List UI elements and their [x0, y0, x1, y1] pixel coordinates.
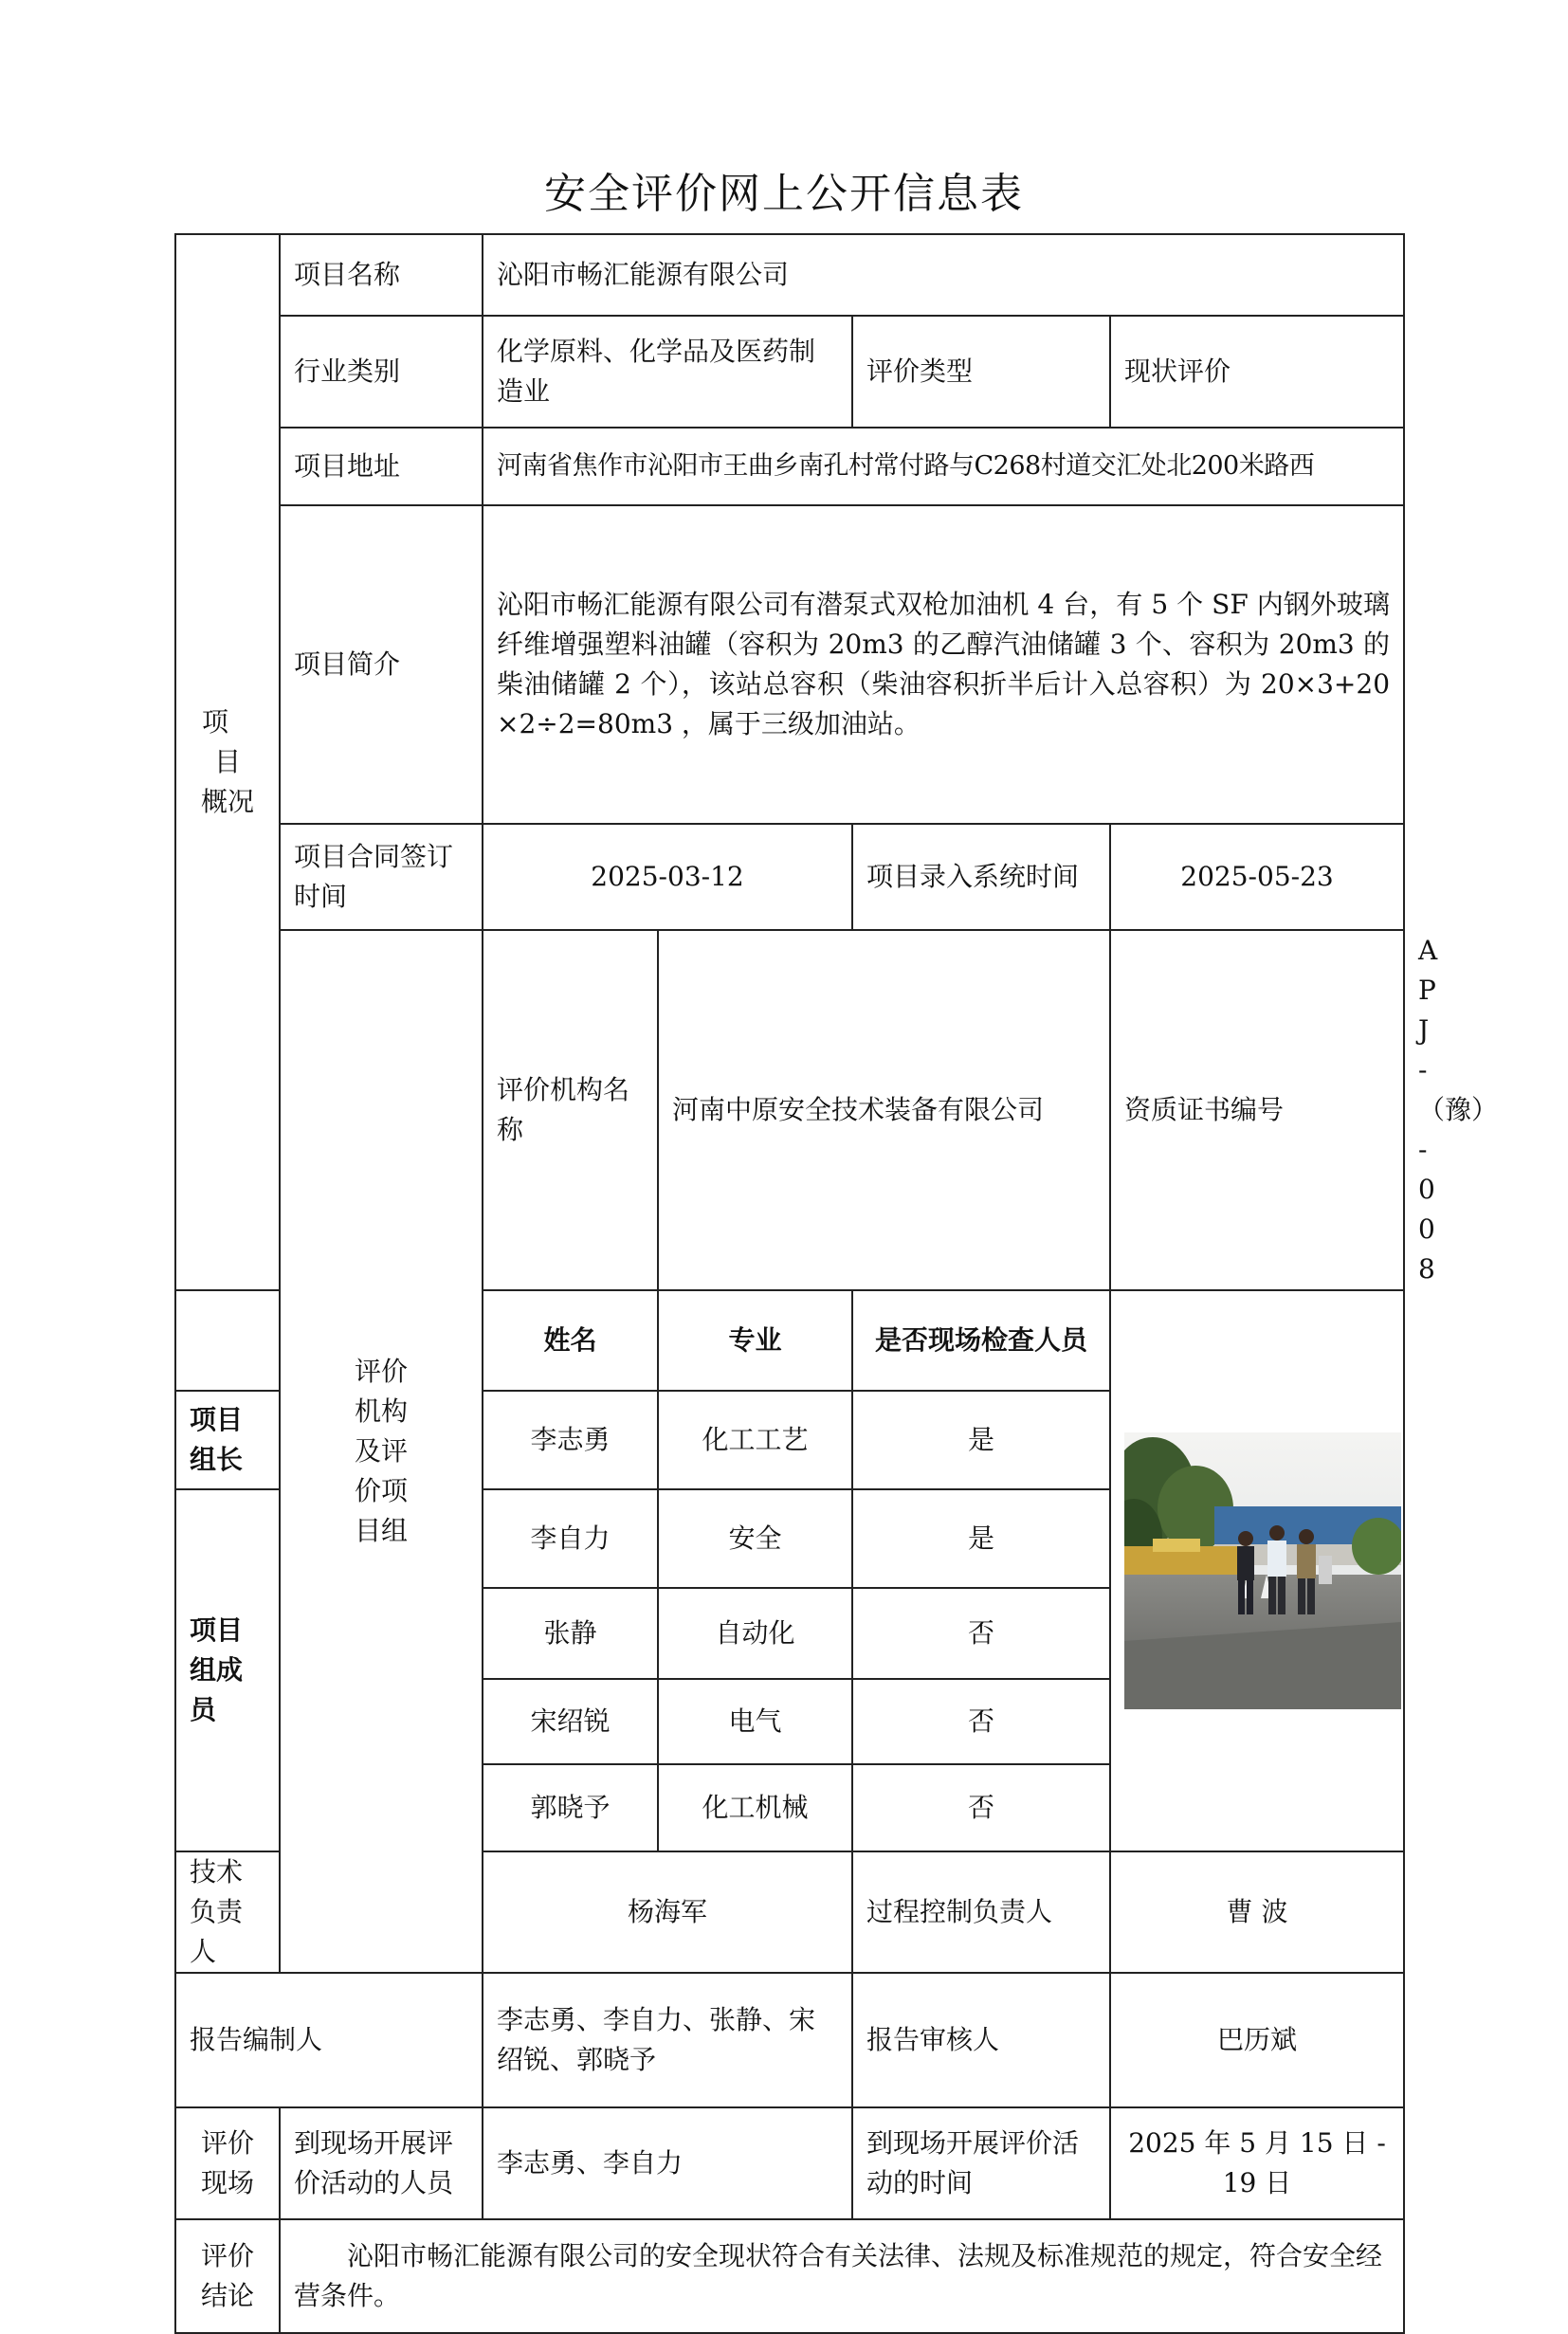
site-photo: [1124, 1432, 1401, 1709]
eval-type-label: 评价类型: [852, 316, 1110, 428]
site-photo-cell: [1110, 1290, 1404, 1851]
report-author-label: 报告编制人: [175, 1973, 483, 2107]
member-name: 李自力: [483, 1489, 658, 1588]
member-major: 安全: [658, 1489, 852, 1588]
tech-lead-value: 杨海军: [483, 1851, 852, 1973]
org-name-value: 河南中原安全技术装备有限公司: [658, 930, 1110, 1290]
brief-label: 项目简介: [280, 505, 483, 824]
col-major-header: 专业: [658, 1290, 852, 1391]
site-time-value: 2025 年 5 月 15 日 -19 日: [1110, 2107, 1404, 2219]
member-major: 电气: [658, 1679, 852, 1764]
cert-label: 资质证书编号: [1110, 930, 1404, 1290]
member-onsite: 否: [852, 1588, 1110, 1679]
report-author-value: 李志勇、李自力、张静、宋绍锐、郭晓予: [483, 1973, 852, 2107]
report-reviewer-value: 巴历斌: [1110, 1973, 1404, 2107]
member-onsite: 是: [852, 1489, 1110, 1588]
section-overview-label: 项目 概况: [175, 234, 280, 1290]
process-lead-value: 曹 波: [1110, 1851, 1404, 1973]
contract-date-value: 2025-03-12: [483, 824, 852, 930]
member-major: 化工机械: [658, 1764, 852, 1851]
eval-type-value: 现状评价: [1110, 316, 1404, 428]
tech-lead-label: 技术负责人: [175, 1851, 280, 1973]
member-onsite: 是: [852, 1391, 1110, 1489]
address-value: 河南省焦作市沁阳市王曲乡南孔村常付路与C268村道交汇处北200米路西: [483, 428, 1404, 505]
member-label: 项目组成员: [175, 1489, 280, 1851]
brief-value: 沁阳市畅汇能源有限公司有潜泵式双枪加油机 4 台，有 5 个 SF 内钢外玻璃纤维增强塑料油罐（容积为 20m3 的乙醇汽油储罐 3 个、容积为 20m3 的柴油储罐 2 个），该站总容积（柴油容积折半后计入总容积）为 20×3+20×2÷2=80m3 ，属于三级加油站。: [483, 505, 1404, 824]
section-site-label: 评价 现场: [175, 2107, 280, 2219]
entry-date-label: 项目录入系统时间: [852, 824, 1110, 930]
col-name-header: 姓名: [483, 1290, 658, 1391]
process-lead-label: 过程控制负责人: [852, 1851, 1110, 1973]
industry-label: 行业类别: [280, 316, 483, 428]
info-table: 项目 概况 项目名称 沁阳市畅汇能源有限公司 行业类别 化学原料、化学品及医药制造业 评价类型 现状评价 项目地址 河南省焦作市沁阳市王曲乡南孔村常付路与C268村道交汇处北200米路西 项目简介 沁阳市畅汇能源有限公司有潜泵式双枪加油机 4 台，有 5 个 SF 内钢外玻璃纤维增强塑料油罐（容积为 20m3 的乙醇汽油储罐 3 个、容积为 20m3 的柴油储罐 2 个），该站总容积（柴油容积折半后计入总容积）为 20×3+20×2÷2=80m3 ，属于三级加油站。 项目合同签订时间 2025-03-12 项目录入系统时间 2025-05-23 评价 机构 及评 价项 目组 评价机构名称 河南中原安全技术装备有限公司 资质证书编号 APJ-（豫）-008 姓名 专业 是否现场检查人员 项目组长 李志勇 化工工艺 是 项目组成员 李自力 安全 是 张静 自动化 否 宋绍锐 电气 否 郭晓予 化工机械 否 技术负责人 杨海军 过程控制负责人 曹 波 报告编制人 李志勇、李自力、张静、宋绍锐、郭晓予 报告审核人 巴历斌 评价 现场 到现场开展评价活动的人员 李志勇、李自力 到现场开展评价活动的时间 2025 年 5 月 15 日 -19 日 评价 结论 沁阳市畅汇能源有限公司的安全现状符合有关法律、法规及标准规范的规定，符合安全经营条件。: [174, 233, 1405, 2334]
conclusion-text: 沁阳市畅汇能源有限公司的安全现状符合有关法律、法规及标准规范的规定，符合安全经营条件。: [280, 2219, 1404, 2333]
section-conclusion-label: 评价 结论: [175, 2219, 280, 2333]
section-org-label: 评价 机构 及评 价项 目组: [280, 930, 483, 1973]
industry-value: 化学原料、化学品及医药制造业: [483, 316, 852, 428]
report-reviewer-label: 报告审核人: [852, 1973, 1110, 2107]
entry-date-value: 2025-05-23: [1110, 824, 1404, 930]
col-onsite-header: 是否现场检查人员: [852, 1290, 1110, 1391]
member-major: 自动化: [658, 1588, 852, 1679]
org-name-label: 评价机构名称: [483, 930, 658, 1290]
member-name: 张静: [483, 1588, 658, 1679]
member-major: 化工工艺: [658, 1391, 852, 1489]
page-title: 安全评价网上公开信息表: [544, 170, 1024, 218]
contract-date-label: 项目合同签订时间: [280, 824, 483, 930]
leader-label: 项目组长: [175, 1391, 280, 1489]
site-time-label: 到现场开展评价活动的时间: [852, 2107, 1110, 2219]
member-name: 宋绍锐: [483, 1679, 658, 1764]
member-name: 李志勇: [483, 1391, 658, 1489]
site-people-value: 李志勇、李自力: [483, 2107, 852, 2219]
members-header-blank: [175, 1290, 280, 1391]
member-name: 郭晓予: [483, 1764, 658, 1851]
address-label: 项目地址: [280, 428, 483, 505]
member-onsite: 否: [852, 1764, 1110, 1851]
site-people-label: 到现场开展评价活动的人员: [280, 2107, 483, 2219]
project-name-value: 沁阳市畅汇能源有限公司: [483, 234, 1404, 316]
member-onsite: 否: [852, 1679, 1110, 1764]
project-name-label: 项目名称: [280, 234, 483, 316]
